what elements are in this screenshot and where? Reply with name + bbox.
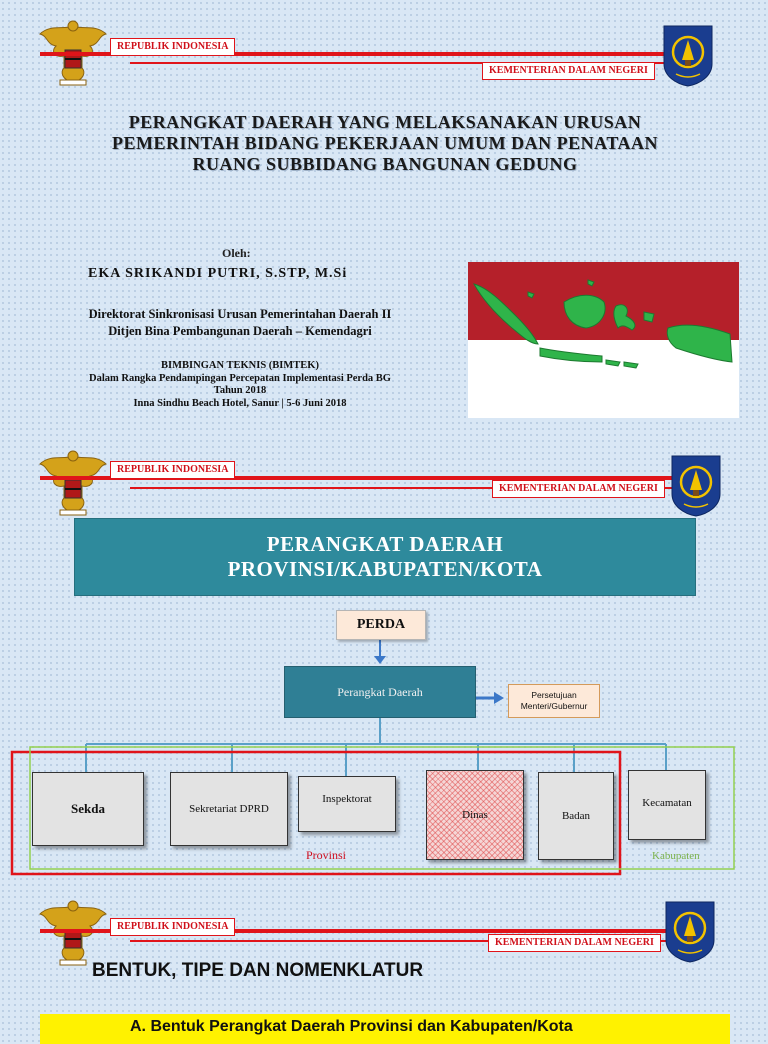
directorate-line-1: Direktorat Sinkronisasi Urusan Pemerintahan Daerah II — [88, 307, 392, 321]
kementerian-tag: KEMENTERIAN DALAM NEGERI — [482, 62, 655, 80]
perda-box: PERDA — [336, 610, 426, 640]
banner-line-1: PERANGKAT DAERAH — [266, 532, 504, 556]
bimtek-text — [20, 360, 460, 410]
unit-kecamatan: Kecamatan — [628, 770, 706, 840]
slide-perangkat-daerah — [0, 440, 768, 892]
indonesia-flag-map-icon — [468, 262, 739, 418]
persetujuan-line-2: Menteri/Gubernur — [520, 701, 588, 711]
unit-badan: Badan — [538, 772, 614, 860]
persetujuan-box — [508, 684, 600, 718]
kemendagri-logo-icon — [664, 900, 716, 964]
title-line-2: PEMERINTAH BIDANG PEKERJAAN UMUM DAN PENATAAN — [112, 133, 658, 153]
directorate-line-2: Ditjen Bina Pembangunan Daerah – Kemendagri — [108, 324, 372, 338]
slide1-title — [40, 112, 730, 175]
oleh-label: Oleh: — [222, 246, 251, 260]
republik-indonesia-tag: REPUBLIK INDONESIA — [110, 38, 235, 56]
bimtek-line-3: Tahun 2018 — [213, 385, 267, 396]
provinsi-label: Provinsi — [306, 848, 347, 862]
perangkat-daerah-box: Perangkat Daerah — [284, 666, 476, 718]
author-name: EKA SRIKANDI PUTRI, S.STP, M.Si — [88, 266, 348, 281]
bimtek-line-4: Inna Sindhu Beach Hotel, Sanur | 5-6 Juni 2018 — [133, 397, 347, 409]
kementerian-tag: KEMENTERIAN DALAM NEGERI — [488, 934, 661, 952]
unit-sekda: Sekda — [32, 772, 144, 846]
slide-bentuk-tipe — [0, 892, 768, 1035]
unit-inspektorat: Inspektorat — [298, 776, 396, 832]
kementerian-tag: KEMENTERIAN DALAM NEGERI — [492, 480, 665, 498]
slide-title — [0, 0, 768, 440]
unit-dinas: Dinas — [426, 770, 524, 860]
slide3-subtitle-bar: A. Bentuk Perangkat Daerah Provinsi dan Kabupaten/Kota — [40, 1014, 730, 1044]
republik-indonesia-tag: REPUBLIK INDONESIA — [110, 461, 235, 479]
unit-sekretariat-dprd: Sekretariat DPRD — [170, 772, 288, 846]
directorate-text — [20, 306, 460, 340]
kabupaten-label: Kabupaten — [652, 850, 700, 862]
kemendagri-logo-icon — [662, 24, 714, 88]
republik-indonesia-tag: REPUBLIK INDONESIA — [110, 918, 235, 936]
title-line-1: PERANGKAT DAERAH YANG MELAKSANAKAN URUSAN — [128, 112, 642, 132]
title-line-3: RUANG SUBBIDANG BANGUNAN GEDUNG — [192, 154, 578, 174]
banner-line-2: PROVINSI/KABUPATEN/KOTA — [227, 557, 543, 581]
persetujuan-line-1: Persetujuan — [531, 690, 577, 700]
slide3-title: BENTUK, TIPE DAN NOMENKLATUR — [92, 960, 424, 981]
bimtek-line-2: Dalam Rangka Pendampingan Percepatan Implementasi Perda BG — [89, 372, 391, 384]
bimtek-line-1: BIMBINGAN TEKNIS (BIMTEK) — [161, 360, 319, 371]
